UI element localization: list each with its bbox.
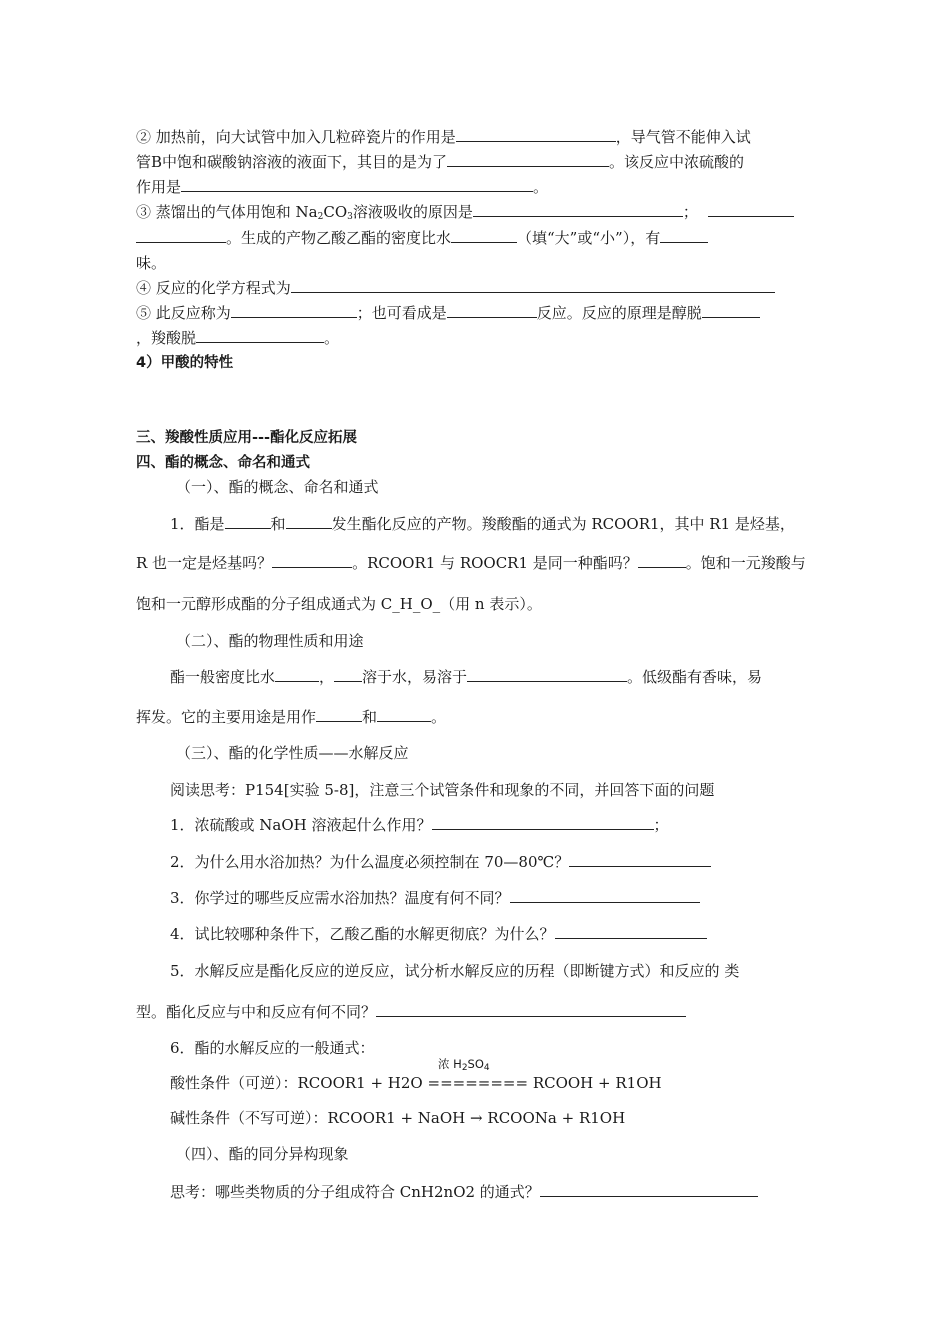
- reaction-condition: 浓 $H_2SO_4$: [438, 1057, 490, 1073]
- answer-blank[interactable]: [456, 127, 616, 142]
- answer-blank[interactable]: [225, 514, 271, 529]
- answer-blank[interactable]: [467, 667, 627, 682]
- right-arrow-icon: →: [470, 1109, 483, 1127]
- sub1-title: （一）、酯的概念、命名和通式: [176, 478, 379, 496]
- sub3-intro: 阅读思考：P154[实验 5-8]，注意三个试管条件和现象的不同，并回答下面的问题: [170, 781, 715, 799]
- answer-blank[interactable]: [196, 328, 324, 343]
- answer-blank[interactable]: [708, 202, 794, 217]
- answer-blank[interactable]: [540, 1182, 758, 1197]
- sub4-title: （四）、酯的同分异构现象: [176, 1145, 349, 1163]
- sub2-title: （二）、酯的物理性质和用途: [176, 632, 364, 650]
- sub1-p2: R 也一定是烃基吗？ 。RCOOR1 与 ROOCR1 是同一种酯吗？ 。饱和一元羧酸与: [136, 554, 806, 572]
- answer-blank[interactable]: [231, 303, 357, 318]
- sub3-q5b: 型。酯化反应与中和反应有何不同？: [136, 1002, 686, 1022]
- answer-blank[interactable]: [286, 514, 332, 529]
- answer-blank[interactable]: [316, 707, 362, 722]
- sub3-q6: 6．酯的水解反应的一般通式：: [170, 1039, 375, 1057]
- q5-line2: ，羧酸脱 。: [136, 329, 340, 347]
- answer-blank[interactable]: [275, 667, 319, 682]
- answer-blank[interactable]: [702, 303, 760, 318]
- q5-line1: ⑤ 此反应称为 ；也可看成是 反应。反应的原理是醇脱: [136, 303, 760, 323]
- answer-blank[interactable]: [555, 924, 707, 939]
- sub3-q5a: 5．水解反应是酯化反应的逆反应，试分析水解反应的历程（即断键方式）和反应的 类: [170, 962, 740, 980]
- answer-blank[interactable]: [451, 228, 517, 243]
- sub2-p2: 挥发。它的主要用途是用作 和 。: [136, 708, 447, 726]
- answer-blank[interactable]: [334, 667, 362, 682]
- sub3-title: （三）、酯的化学性质——水解反应: [176, 744, 409, 762]
- answer-blank[interactable]: [291, 278, 775, 293]
- q2-line2: 管B中饱和碳酸钠溶液的液面下，其目的是为了 。该反应中浓硫酸的: [136, 153, 745, 171]
- sub4-think: 思考：哪些类物质的分子组成符合 CnH2nO2 的通式？: [170, 1182, 758, 1202]
- answer-blank[interactable]: [660, 228, 708, 243]
- q3-line2: 。生成的产物乙酸乙酯的密度比水 （填“大”或“小”），有: [136, 228, 708, 248]
- sub2-p1: 酯一般密度比水 ， 溶于水，易溶于 。低级酯有香味，易: [170, 668, 763, 686]
- answer-blank[interactable]: [272, 553, 352, 568]
- answer-blank[interactable]: [181, 177, 533, 192]
- formic-acid-heading: 4）甲酸的特性: [136, 355, 234, 371]
- q3-line3: 味。: [136, 254, 167, 272]
- answer-blank[interactable]: [376, 1002, 686, 1017]
- answer-blank[interactable]: [432, 815, 654, 830]
- sub1-p3: 饱和一元醇形成酯的分子组成通式为 C_H_O_（用 n 表示）。: [136, 595, 542, 613]
- answer-blank[interactable]: [473, 202, 683, 217]
- answer-blank[interactable]: [569, 852, 711, 867]
- answer-blank[interactable]: [447, 152, 609, 167]
- section3-heading: 三、羧酸性质应用---酯化反应拓展: [136, 430, 358, 446]
- answer-blank[interactable]: [510, 888, 700, 903]
- sub1-p1: 1．酯是 和 发生酯化反应的产物。羧酸酯的通式为 RCOOR1，其中 R1 是烃基，: [170, 515, 795, 533]
- answer-blank[interactable]: [136, 228, 226, 243]
- q3-line1: ③ 蒸馏出的气体用饱和 $Na_2CO_3$溶液吸收的原因是 ；: [136, 202, 794, 227]
- q2-line1: ② 加热前，向大试管中加入几粒碎瓷片的作用是 ，导气管不能伸入试: [136, 128, 751, 146]
- answer-blank[interactable]: [447, 303, 537, 318]
- sub3-q3: 3．你学过的哪些反应需水浴加热？温度有何不同？: [170, 888, 700, 908]
- base-hydrolysis-equation: 碱性条件（不写可逆）：RCOOR1 + NaOH → RCOONa + R1OH: [170, 1109, 626, 1127]
- answer-blank[interactable]: [638, 553, 686, 568]
- acid-hydrolysis-equation: 酸性条件（可逆）：RCOOR1 + H2O ======== RCOOH + R1OH: [170, 1074, 662, 1092]
- answer-blank[interactable]: [377, 707, 431, 722]
- sub3-q2: 2．为什么用水浴加热？为什么温度必须控制在 70—80℃？: [170, 852, 711, 872]
- sub3-q1: 1．浓硫酸或 NaOH 溶液起什么作用？ ；: [170, 816, 669, 834]
- section4-heading: 四、酯的概念、命名和通式: [136, 455, 310, 471]
- sub3-q4: 4．试比较哪种条件下，乙酸乙酯的水解更彻底？为什么？: [170, 924, 707, 944]
- q2-line3: 作用是 。: [136, 178, 549, 196]
- q4-line: ④ 反应的化学方程式为: [136, 278, 775, 298]
